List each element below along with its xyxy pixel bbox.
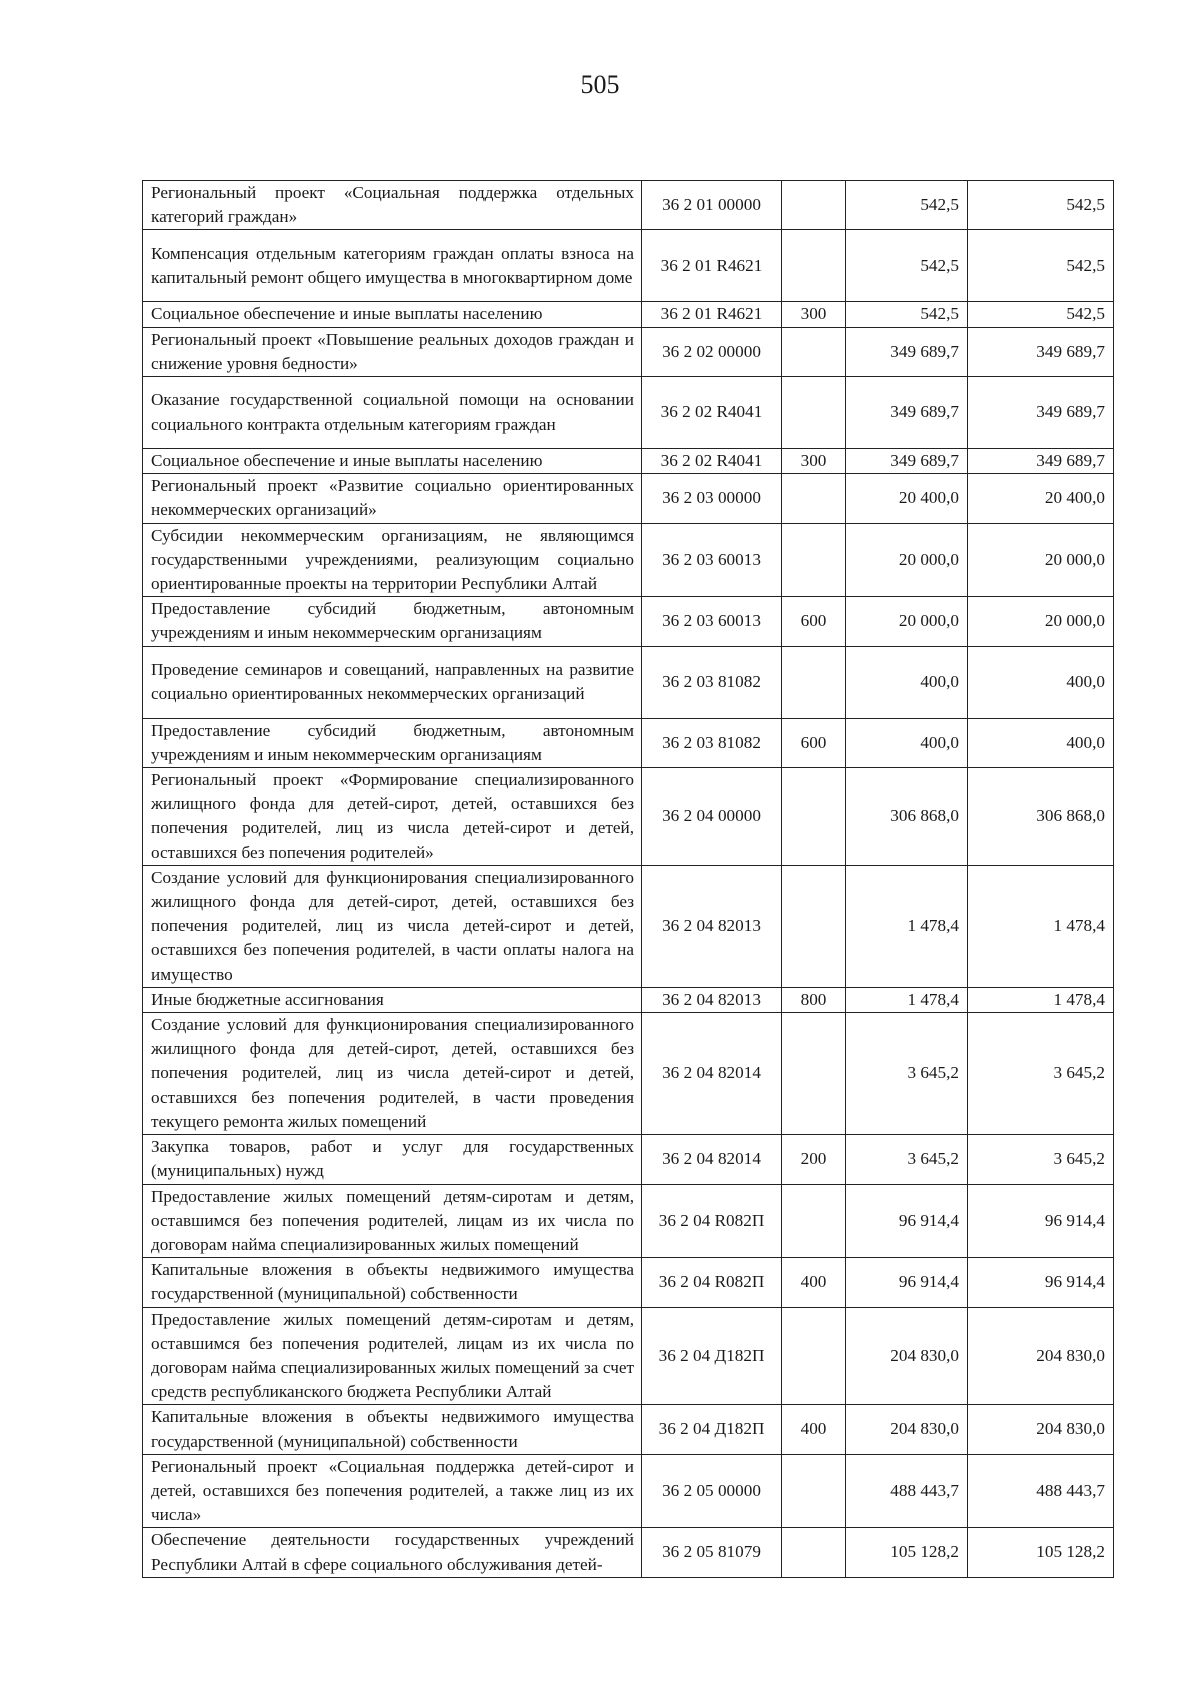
row-expense-type: 200 [782,1135,846,1184]
row-amount-1: 306 868,0 [846,768,968,866]
row-amount-2: 400,0 [968,646,1114,718]
row-name: Социальное обеспечение и иные выплаты населению [143,449,642,474]
row-amount-2: 20 000,0 [968,523,1114,597]
row-amount-1: 204 830,0 [846,1405,968,1454]
row-code: 36 2 03 81082 [642,646,782,718]
row-name: Предоставление жилых помещений детям-сиротам и детям, оставшимся без попечения родителей, лицам из их числа по договорам найма специализированных жилых помещений [143,1184,642,1258]
table-row [143,987,1114,1012]
row-name: Иные бюджетные ассигнования [143,987,642,1012]
row-expense-type: 400 [782,1405,846,1454]
row-name: Региональный проект «Социальная поддержка детей-сирот и детей, оставшихся без попечения родителей, а также лиц из их числа» [143,1454,642,1528]
row-name: Создание условий для функционирования специализированного жилищного фонда для детей-сирот, детей, оставшихся без попечения родителей, лиц из числа детей-сирот и детей, оставшихся без попечения родителей, в части проведения текущего ремонта жилых помещений [143,1013,642,1135]
table-row [143,597,1114,646]
row-code: 36 2 04 82014 [642,1013,782,1135]
row-name: Капитальные вложения в объекты недвижимого имущества государственной (муниципальной) собственности [143,1258,642,1307]
row-amount-1: 96 914,4 [846,1184,968,1258]
row-amount-1: 20 400,0 [846,474,968,523]
row-code: 36 2 04 R082П [642,1184,782,1258]
table-row [143,1307,1114,1405]
row-amount-2: 20 000,0 [968,597,1114,646]
row-amount-1: 542,5 [846,230,968,302]
row-name: Предоставление субсидий бюджетным, автономным учреждениям и иным некоммерческим организациям [143,597,642,646]
row-expense-type [782,523,846,597]
row-amount-2: 96 914,4 [968,1184,1114,1258]
row-amount-2: 349 689,7 [968,449,1114,474]
row-amount-2: 204 830,0 [968,1405,1114,1454]
row-amount-2: 306 868,0 [968,768,1114,866]
table-row [143,1454,1114,1528]
row-amount-1: 349 689,7 [846,327,968,376]
row-amount-2: 349 689,7 [968,377,1114,449]
row-name: Региональный проект «Формирование специализированного жилищного фонда для детей-сирот, детей, оставшихся без попечения родителей, лиц из числа детей-сирот и детей, оставшихся без попечения родителей» [143,768,642,866]
row-code: 36 2 03 60013 [642,597,782,646]
table-row [143,1013,1114,1135]
row-expense-type [782,1454,846,1528]
table-row [143,523,1114,597]
row-amount-2: 349 689,7 [968,327,1114,376]
row-amount-1: 20 000,0 [846,597,968,646]
row-expense-type: 600 [782,718,846,767]
row-name: Компенсация отдельным категориям граждан оплаты взноса на капитальный ремонт общего имущества в многоквартирном доме [143,230,642,302]
row-expense-type [782,230,846,302]
row-code: 36 2 05 81079 [642,1528,782,1577]
row-expense-type [782,377,846,449]
row-code: 36 2 01 R4621 [642,230,782,302]
row-code: 36 2 01 00000 [642,181,782,230]
table-row [143,768,1114,866]
row-code: 36 2 04 82014 [642,1135,782,1184]
row-amount-1: 400,0 [846,718,968,767]
row-code: 36 2 02 R4041 [642,377,782,449]
table-row [143,1258,1114,1307]
row-amount-1: 96 914,4 [846,1258,968,1307]
row-code: 36 2 02 00000 [642,327,782,376]
row-name: Предоставление субсидий бюджетным, автономным учреждениям и иным некоммерческим организациям [143,718,642,767]
row-amount-2: 96 914,4 [968,1258,1114,1307]
table-row [143,1184,1114,1258]
row-expense-type [782,646,846,718]
row-amount-1: 349 689,7 [846,449,968,474]
row-expense-type: 300 [782,302,846,327]
row-amount-1: 204 830,0 [846,1307,968,1405]
row-code: 36 2 04 R082П [642,1258,782,1307]
row-expense-type [782,1307,846,1405]
row-amount-1: 400,0 [846,646,968,718]
table-row [143,302,1114,327]
row-amount-2: 542,5 [968,230,1114,302]
table-row [143,377,1114,449]
row-expense-type: 600 [782,597,846,646]
row-name: Обеспечение деятельности государственных учреждений Республики Алтай в сфере социального обслуживания детей- [143,1528,642,1577]
table-row [143,1528,1114,1577]
row-amount-2: 542,5 [968,181,1114,230]
row-amount-2: 105 128,2 [968,1528,1114,1577]
row-amount-2: 400,0 [968,718,1114,767]
row-code: 36 2 04 00000 [642,768,782,866]
row-amount-1: 1 478,4 [846,865,968,987]
row-amount-1: 542,5 [846,302,968,327]
row-expense-type [782,474,846,523]
row-expense-type: 400 [782,1258,846,1307]
row-name: Предоставление жилых помещений детям-сиротам и детям, оставшимся без попечения родителей, лицам из их числа по договорам найма специализированных жилых помещений за счет средств республиканского бюджета Республики Алтай [143,1307,642,1405]
row-amount-2: 20 400,0 [968,474,1114,523]
row-name: Субсидии некоммерческим организациям, не являющимся государственными учреждениями, реализующим социально ориентированные проекты на территории Республики Алтай [143,523,642,597]
row-code: 36 2 02 R4041 [642,449,782,474]
row-code: 36 2 03 60013 [642,523,782,597]
table-row [143,1405,1114,1454]
row-name: Создание условий для функционирования специализированного жилищного фонда для детей-сирот, детей, оставшихся без попечения родителей, лиц из числа детей-сирот и детей, оставшихся без попечения родителей, в части оплаты налога на имущество [143,865,642,987]
row-expense-type [782,327,846,376]
row-expense-type [782,1013,846,1135]
table-row [143,718,1114,767]
row-amount-1: 20 000,0 [846,523,968,597]
row-expense-type: 800 [782,987,846,1012]
row-name: Региональный проект «Социальная поддержка отдельных категорий граждан» [143,181,642,230]
row-amount-2: 488 443,7 [968,1454,1114,1528]
table-row [143,230,1114,302]
table-row [143,1135,1114,1184]
row-name: Региональный проект «Повышение реальных доходов граждан и снижение уровня бедности» [143,327,642,376]
row-amount-2: 3 645,2 [968,1013,1114,1135]
budget-table [142,180,1114,1578]
row-amount-2: 204 830,0 [968,1307,1114,1405]
row-amount-1: 3 645,2 [846,1135,968,1184]
row-code: 36 2 04 Д182П [642,1405,782,1454]
row-amount-1: 542,5 [846,181,968,230]
row-amount-1: 349 689,7 [846,377,968,449]
table-row [143,449,1114,474]
row-name: Проведение семинаров и совещаний, направленных на развитие социально ориентированных некоммерческих организаций [143,646,642,718]
row-code: 36 2 04 Д182П [642,1307,782,1405]
row-code: 36 2 04 82013 [642,865,782,987]
row-code: 36 2 04 82013 [642,987,782,1012]
table-row [143,181,1114,230]
row-code: 36 2 05 00000 [642,1454,782,1528]
row-expense-type [782,768,846,866]
row-code: 36 2 03 00000 [642,474,782,523]
row-expense-type [782,181,846,230]
row-expense-type [782,1528,846,1577]
row-amount-2: 3 645,2 [968,1135,1114,1184]
row-expense-type [782,1184,846,1258]
row-amount-2: 1 478,4 [968,865,1114,987]
row-amount-1: 105 128,2 [846,1528,968,1577]
page-number: 505 [580,70,620,99]
row-name: Капитальные вложения в объекты недвижимого имущества государственной (муниципальной) собственности [143,1405,642,1454]
row-name: Закупка товаров, работ и услуг для государственных (муниципальных) нужд [143,1135,642,1184]
row-expense-type: 300 [782,449,846,474]
row-code: 36 2 03 81082 [642,718,782,767]
row-amount-1: 488 443,7 [846,1454,968,1528]
row-amount-2: 542,5 [968,302,1114,327]
table-row [143,646,1114,718]
row-code: 36 2 01 R4621 [642,302,782,327]
row-amount-1: 3 645,2 [846,1013,968,1135]
budget-table-body [143,181,1114,1578]
table-row [143,474,1114,523]
row-amount-2: 1 478,4 [968,987,1114,1012]
table-row [143,865,1114,987]
row-name: Оказание государственной социальной помощи на основании социального контракта отдельным категориям граждан [143,377,642,449]
row-name: Региональный проект «Развитие социально ориентированных некоммерческих организаций» [143,474,642,523]
row-name: Социальное обеспечение и иные выплаты населению [143,302,642,327]
row-amount-1: 1 478,4 [846,987,968,1012]
table-row [143,327,1114,376]
row-expense-type [782,865,846,987]
